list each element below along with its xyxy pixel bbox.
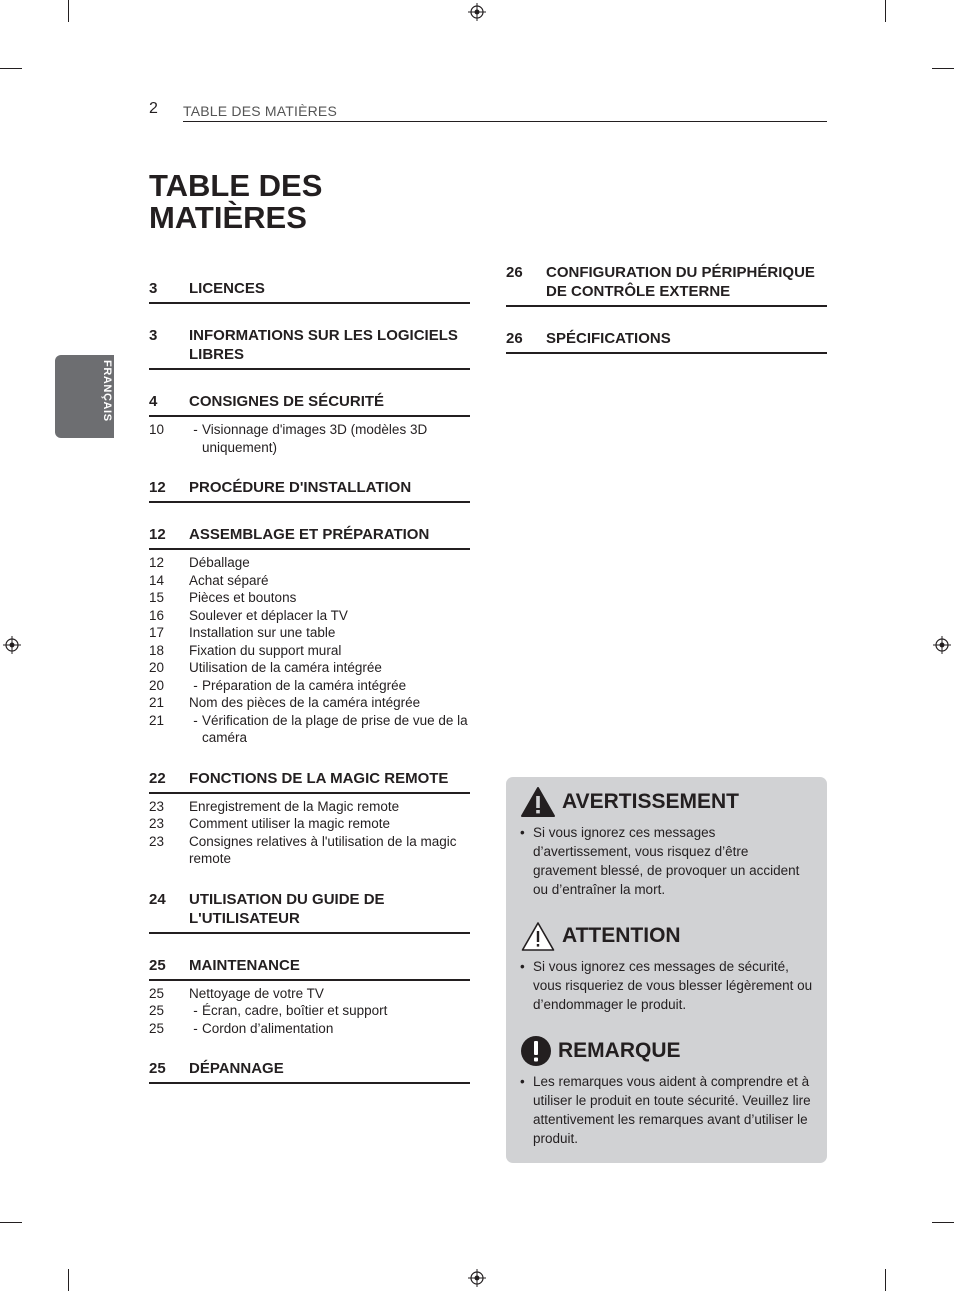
crop-mark — [68, 1269, 69, 1291]
toc-entry[interactable] — [149, 554, 470, 572]
toc-entry[interactable] — [149, 589, 470, 607]
toc-left-column — [149, 276, 470, 1103]
toc-entry-title: Écran, cadre, boîtier et support — [202, 1003, 388, 1018]
toc-section-heading[interactable] — [149, 953, 470, 981]
toc-entry[interactable] — [149, 798, 470, 816]
toc-page-number: 22 — [149, 769, 166, 787]
registration-mark-icon — [468, 3, 486, 21]
toc-entry-title: Nettoyage de votre TV — [189, 985, 324, 1001]
toc-section-heading[interactable] — [149, 766, 470, 794]
toc-page-number: 25 — [149, 956, 166, 974]
toc-entry-title: Soulever et déplacer la TV — [189, 607, 348, 623]
toc-entry[interactable] — [149, 607, 470, 625]
toc-entry[interactable] — [149, 1020, 470, 1038]
toc-entry[interactable] — [149, 815, 470, 833]
exclamation-circle-icon — [520, 1035, 552, 1067]
crop-mark — [0, 1222, 22, 1223]
toc-section-heading[interactable] — [506, 326, 827, 354]
toc-entry-title: Visionnage d'images 3D (modèles 3D uniquement) — [202, 422, 428, 455]
toc-section-title: UTILISATION DU GUIDE DE L'UTILISATEUR — [189, 890, 385, 927]
toc-entry[interactable] — [149, 712, 470, 747]
note-title: REMARQUE — [558, 1039, 681, 1062]
toc-dash: - — [193, 1020, 198, 1036]
toc-section-title: ASSEMBLAGE ET PRÉPARATION — [189, 526, 430, 543]
toc-entry-title: Vérification de la plage de prise de vue de la caméra — [202, 712, 468, 745]
toc-entry[interactable] — [149, 694, 470, 712]
toc-section — [149, 887, 470, 934]
caution-triangle-outline-icon — [520, 920, 556, 952]
toc-entry-title: Cordon d’alimentation — [202, 1020, 334, 1036]
toc-entry-title: Nom des pièces de la caméra intégrée — [189, 695, 421, 710]
toc-section-heading[interactable] — [149, 276, 470, 304]
toc-page-number: 12 — [149, 479, 166, 496]
toc-page-number: 25 — [149, 1020, 165, 1036]
toc-section-title: CONSIGNES DE SÉCURITÉ — [189, 393, 385, 410]
toc-page-number: 21 — [149, 712, 165, 728]
toc-section-heading[interactable] — [149, 1056, 470, 1084]
toc-page-number: 16 — [149, 607, 165, 623]
bullet: • — [520, 959, 525, 974]
toc-section-heading[interactable] — [149, 389, 470, 417]
toc-entry[interactable] — [149, 659, 470, 677]
toc-entry-title: Fixation du support mural — [189, 642, 342, 658]
toc-page-number: 10 — [149, 422, 165, 437]
toc-section — [149, 522, 470, 747]
toc-section — [149, 953, 470, 1038]
toc-entry[interactable] — [149, 572, 470, 590]
bullet: • — [520, 825, 525, 840]
toc-page-number: 12 — [149, 555, 165, 570]
toc-section-title: CONFIGURATION DU PÉRIPHÉRIQUE DE CONTRÔLE EXTERNE — [546, 264, 815, 300]
toc-page-number: 26 — [506, 264, 523, 281]
note-remark — [520, 1034, 815, 1148]
toc-section-heading[interactable] — [149, 475, 470, 503]
toc-page-number: 20 — [149, 677, 165, 693]
note-warning — [520, 785, 815, 899]
note-title: AVERTISSEMENT — [562, 790, 739, 813]
toc-page-number: 4 — [149, 393, 158, 410]
crop-mark — [885, 1269, 886, 1291]
toc-section — [149, 766, 470, 868]
toc-page-number: 23 — [149, 833, 165, 849]
registration-mark-icon — [933, 636, 951, 654]
toc-section — [506, 326, 827, 354]
note-title: ATTENTION — [562, 924, 681, 947]
toc-entry-title: Consignes relatives à l'utilisation de la magic remote — [189, 833, 457, 866]
toc-entry[interactable] — [149, 833, 470, 868]
toc-entry-title: Comment utiliser la magic remote — [189, 816, 391, 831]
toc-entry-title: Déballage — [189, 555, 250, 570]
toc-page-number: 25 — [149, 985, 165, 1001]
toc-section-title: DÉPANNAGE — [189, 1060, 284, 1077]
toc-right-column — [506, 260, 827, 373]
warning-triangle-filled-icon — [520, 786, 556, 818]
toc-section-heading[interactable] — [149, 887, 470, 934]
toc-section — [149, 475, 470, 503]
note-text: Les remarques vous aident à comprendre et à utiliser le produit en toute sécurité. Veuillez lire attentivement les remarques avant d’utiliser le produit. — [533, 1074, 811, 1146]
toc-section-heading[interactable] — [149, 522, 470, 550]
toc-section — [149, 276, 470, 304]
language-tab-label: FRANÇAIS — [101, 360, 113, 422]
toc-page-number: 3 — [149, 327, 158, 344]
toc-entry[interactable] — [149, 624, 470, 642]
running-title: TABLE DES MATIÈRES — [183, 103, 338, 119]
toc-page-number: 20 — [149, 660, 165, 675]
toc-page-number: 26 — [506, 330, 523, 347]
toc-dash: - — [193, 1003, 198, 1018]
page-title-line: TABLE DES — [149, 168, 323, 203]
toc-page-number: 23 — [149, 816, 165, 831]
toc-entry-title: Utilisation de la caméra intégrée — [189, 660, 382, 675]
toc-page-number: 21 — [149, 695, 165, 710]
toc-page-number: 17 — [149, 625, 165, 640]
toc-section-title: PROCÉDURE D'INSTALLATION — [189, 479, 412, 496]
toc-page-number: 14 — [149, 572, 165, 588]
toc-section — [149, 323, 470, 370]
toc-entry[interactable] — [149, 642, 470, 660]
page-number: 2 — [149, 100, 158, 117]
toc-page-number: 12 — [149, 526, 166, 543]
toc-page-number: 18 — [149, 642, 165, 658]
page-title — [149, 170, 409, 234]
note-text: Si vous ignorez ces messages de sécurité, vous risqueriez de vous blesser légèrement ou d’endommager le produit. — [533, 959, 813, 1012]
crop-mark — [0, 68, 22, 69]
toc-page-number: 23 — [149, 798, 165, 814]
toc-section-title: INFORMATIONS SUR LES LOGICIELS LIBRES — [189, 327, 458, 363]
toc-section — [149, 1056, 470, 1084]
toc-entry-title: Préparation de la caméra intégrée — [202, 677, 407, 693]
note-caution — [520, 919, 815, 1014]
crop-mark — [932, 1222, 954, 1223]
crop-mark — [68, 0, 69, 22]
toc-entry[interactable] — [149, 985, 470, 1003]
page-title-line: MATIÈRES — [149, 200, 307, 235]
header-divider — [183, 121, 827, 122]
toc-page-number: 25 — [149, 1003, 165, 1018]
toc-section — [506, 260, 827, 307]
toc-entry-title: Achat séparé — [189, 572, 269, 588]
toc-section-heading[interactable] — [149, 323, 470, 370]
note-text: Si vous ignorez ces messages d’avertissement, vous risquez d’être gravement blessé, de provoquer un accident ou d’entraîner la mort. — [533, 825, 800, 897]
toc-section-title: SPÉCIFICATIONS — [546, 330, 671, 347]
toc-section-heading[interactable] — [506, 260, 827, 307]
toc-entry[interactable] — [149, 1002, 470, 1020]
toc-entry-title: Pièces et boutons — [189, 590, 297, 605]
toc-page-number: 24 — [149, 890, 166, 908]
registration-mark-icon — [468, 1269, 486, 1287]
toc-section-title: MAINTENANCE — [189, 956, 300, 974]
toc-entry-title: Enregistrement de la Magic remote — [189, 798, 400, 814]
toc-dash: - — [193, 677, 198, 693]
toc-dash: - — [193, 712, 198, 728]
toc-page-number: 15 — [149, 590, 165, 605]
safety-notes-box — [506, 777, 827, 1163]
toc-entry[interactable] — [149, 677, 470, 695]
toc-page-number: 25 — [149, 1060, 166, 1077]
toc-section — [149, 389, 470, 456]
crop-mark — [932, 68, 954, 69]
toc-entry[interactable] — [149, 421, 470, 456]
crop-mark — [885, 0, 886, 22]
toc-section-title: FONCTIONS DE LA MAGIC REMOTE — [189, 769, 449, 787]
bullet: • — [520, 1074, 525, 1089]
toc-dash: - — [193, 422, 198, 437]
toc-page-number: 3 — [149, 280, 158, 297]
toc-entry-title: Installation sur une table — [189, 625, 336, 640]
toc-section-title: LICENCES — [189, 280, 265, 297]
registration-mark-icon — [3, 636, 21, 654]
